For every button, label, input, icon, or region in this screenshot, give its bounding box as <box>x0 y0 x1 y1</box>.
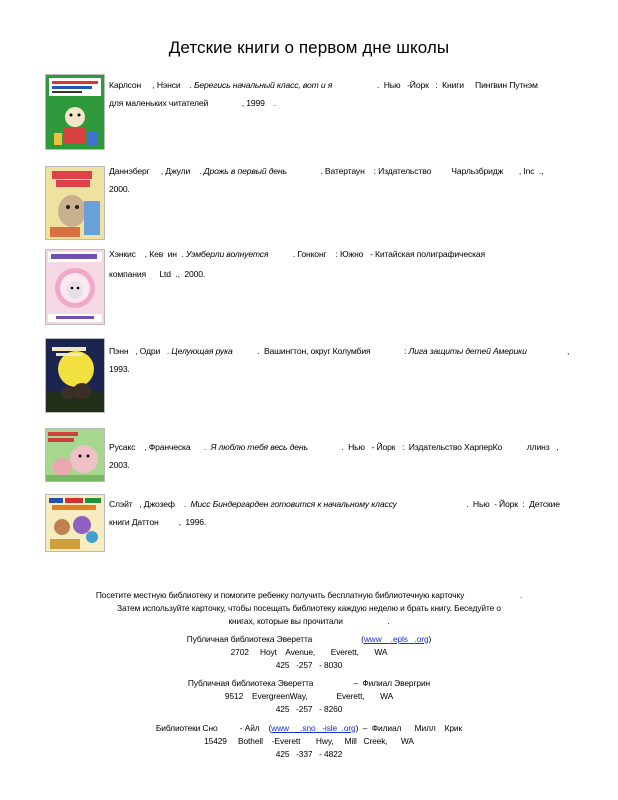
book-cover-image <box>45 494 105 552</box>
citation-line: Хэнкис , Кев ин . Уэмберли волнуется . Гонконг : Южно - Китайская полиграфическая <box>109 249 486 259</box>
page-title: Детские книги о первом дне школы <box>168 38 450 57</box>
citation-line: Даннэберг , Джули . Дрожь в первый день . Ватертаун : Издательство Чарльзбридж , Inc ., <box>109 166 544 176</box>
library-paragraph-line: Затем используйте карточку, чтобы посещать библиотеку каждую неделю и брать книгу. Беседуйте о <box>117 603 501 613</box>
citation-line: для маленьких читателей , 1999 . <box>109 98 276 108</box>
citation-line: 2003. <box>109 460 130 470</box>
library-name: Библиотеки Сно - Айл (www .sno -isle .org) – Филиал Милл Крик <box>155 723 463 733</box>
book-cover-image <box>45 428 105 482</box>
library-phone: 425 -337 - 4822 <box>275 749 343 759</box>
book-cover-image <box>45 74 105 150</box>
book-title: Уэмберли волнуется <box>185 249 269 259</box>
book-cover-image <box>45 166 105 240</box>
library-website-link[interactable]: www .epls .org <box>363 634 429 644</box>
citation-line: 1993. <box>109 364 130 374</box>
citation-line: компания Ltd ., 2000. <box>109 269 206 279</box>
book-cover-image <box>45 249 105 325</box>
library-name: Публичная библиотека Эверетта – Филиал Эвергрин <box>187 678 431 688</box>
book-title: Мисс Биндергарден готовится к начальному классу <box>190 499 397 509</box>
library-name: Публичная библиотека Эверетта (www .epls .org) <box>186 634 432 644</box>
library-address: 9512 EvergreenWay, Everett, WA <box>224 691 394 701</box>
library-phone: 425 -257 - 8260 <box>275 704 343 714</box>
citation-line: Русакс , Франческа . Я люблю тебя весь день . Нью - Йорк : Издательство ХарперКо ллинз , <box>109 442 559 452</box>
library-website-link[interactable]: www .sno -isle .org <box>271 723 356 733</box>
book-cover-image <box>45 338 105 413</box>
citation-line: Пэнн , Одри . Целующая рука . Вашингтон, округ Колумбия : Лига защиты детей Америки , <box>109 346 570 356</box>
publisher-name: Лига защиты детей Америки <box>408 346 527 356</box>
library-address: 15429 Bothell -Everett Hwy, Mill Creek, WA <box>204 736 414 746</box>
library-paragraph-line: книгах, которые вы прочитали . <box>228 616 390 626</box>
library-paragraph-line: Посетите местную библиотеку и помогите ребенку получить бесплатную библиотечную карточку . <box>95 590 523 600</box>
citation-line: Слэйт , Джозеф . Мисс Биндергарден готовится к начальному классу . Нью - Йорк : Детские <box>109 499 560 509</box>
citation-line: 2000. <box>109 184 130 194</box>
book-title: Берегись начальный класс, вот и я <box>193 80 333 90</box>
library-phone: 425 -257 - 8030 <box>275 660 343 670</box>
citation-line: Карлсон , Нэнси . Берегись начальный класс, вот и я . Нью -Йорк : Книги Пингвин Путнэм <box>109 80 538 90</box>
book-title: Дрожь в первый день <box>203 166 287 176</box>
library-address: 2702 Hoyt Avenue, Everett, WA <box>230 647 388 657</box>
book-title: Целующая рука <box>171 346 233 356</box>
citation-line: книги Даттон , 1996. <box>109 517 207 527</box>
book-title: Я люблю тебя весь день <box>210 442 308 452</box>
